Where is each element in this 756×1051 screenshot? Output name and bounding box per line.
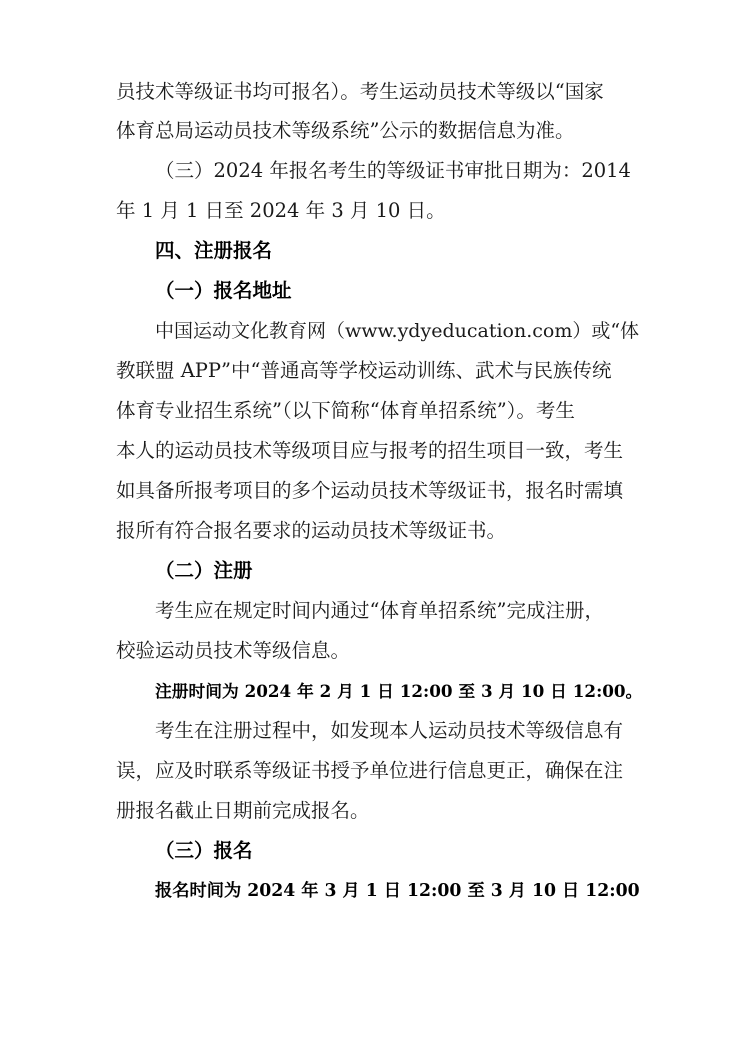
paragraph-line: （三）2024 年报名考生的等级证书审批日期为：2014 xyxy=(155,159,631,182)
paragraph-line: 校验运动员技术等级信息。 xyxy=(116,639,351,662)
paragraph-line: 员技术等级证书均可报名）。考生运动员技术等级以“国家 xyxy=(116,80,604,103)
paragraph-line: 如具备所报考项目的多个运动员技术等级证书，报名时需填 xyxy=(116,479,624,502)
paragraph-line: 本人的运动员技术等级项目应与报考的招生项目一致，考生 xyxy=(116,439,624,462)
paragraph-line: 考生应在规定时间内通过“体育单招系统”完成注册， xyxy=(155,599,604,622)
subsection-heading: （一）报名地址 xyxy=(155,279,292,302)
paragraph-line: 体育总局运动员技术等级系统”公示的数据信息为准。 xyxy=(116,119,575,142)
paragraph-line: 体育专业招生系统”（以下简称“体育单招系统”）。考生 xyxy=(116,399,575,422)
paragraph-line: 考生在注册过程中，如发现本人运动员技术等级信息有 xyxy=(155,719,624,742)
paragraph-line: 中国运动文化教育网（www.ydyeducation.com）或“体 xyxy=(155,320,640,342)
section-heading: 四、注册报名 xyxy=(155,239,273,262)
paragraph-line: 年 1 月 1 日至 2024 年 3 月 10 日。 xyxy=(116,199,446,222)
paragraph-line: 误，应及时联系等级证书授予单位进行信息更正，确保在注 xyxy=(116,759,624,782)
subsection-heading: （二）注册 xyxy=(155,559,253,582)
paragraph-line: 教联盟 APP”中“普通高等学校运动训练、武术与民族传统 xyxy=(116,359,612,382)
paragraph-line: 报所有符合报名要求的运动员技术等级证书。 xyxy=(116,519,507,542)
paragraph-line: 册报名截止日期前完成报名。 xyxy=(116,799,370,822)
signup-time: 报名时间为 2024 年 3 月 1 日 12:00 至 3 月 10 日 12:00 xyxy=(155,881,640,901)
registration-time: 注册时间为 2024 年 2 月 1 日 12:00 至 3 月 10 日 12:00。 xyxy=(155,681,643,701)
subsection-heading: （三）报名 xyxy=(155,839,253,862)
